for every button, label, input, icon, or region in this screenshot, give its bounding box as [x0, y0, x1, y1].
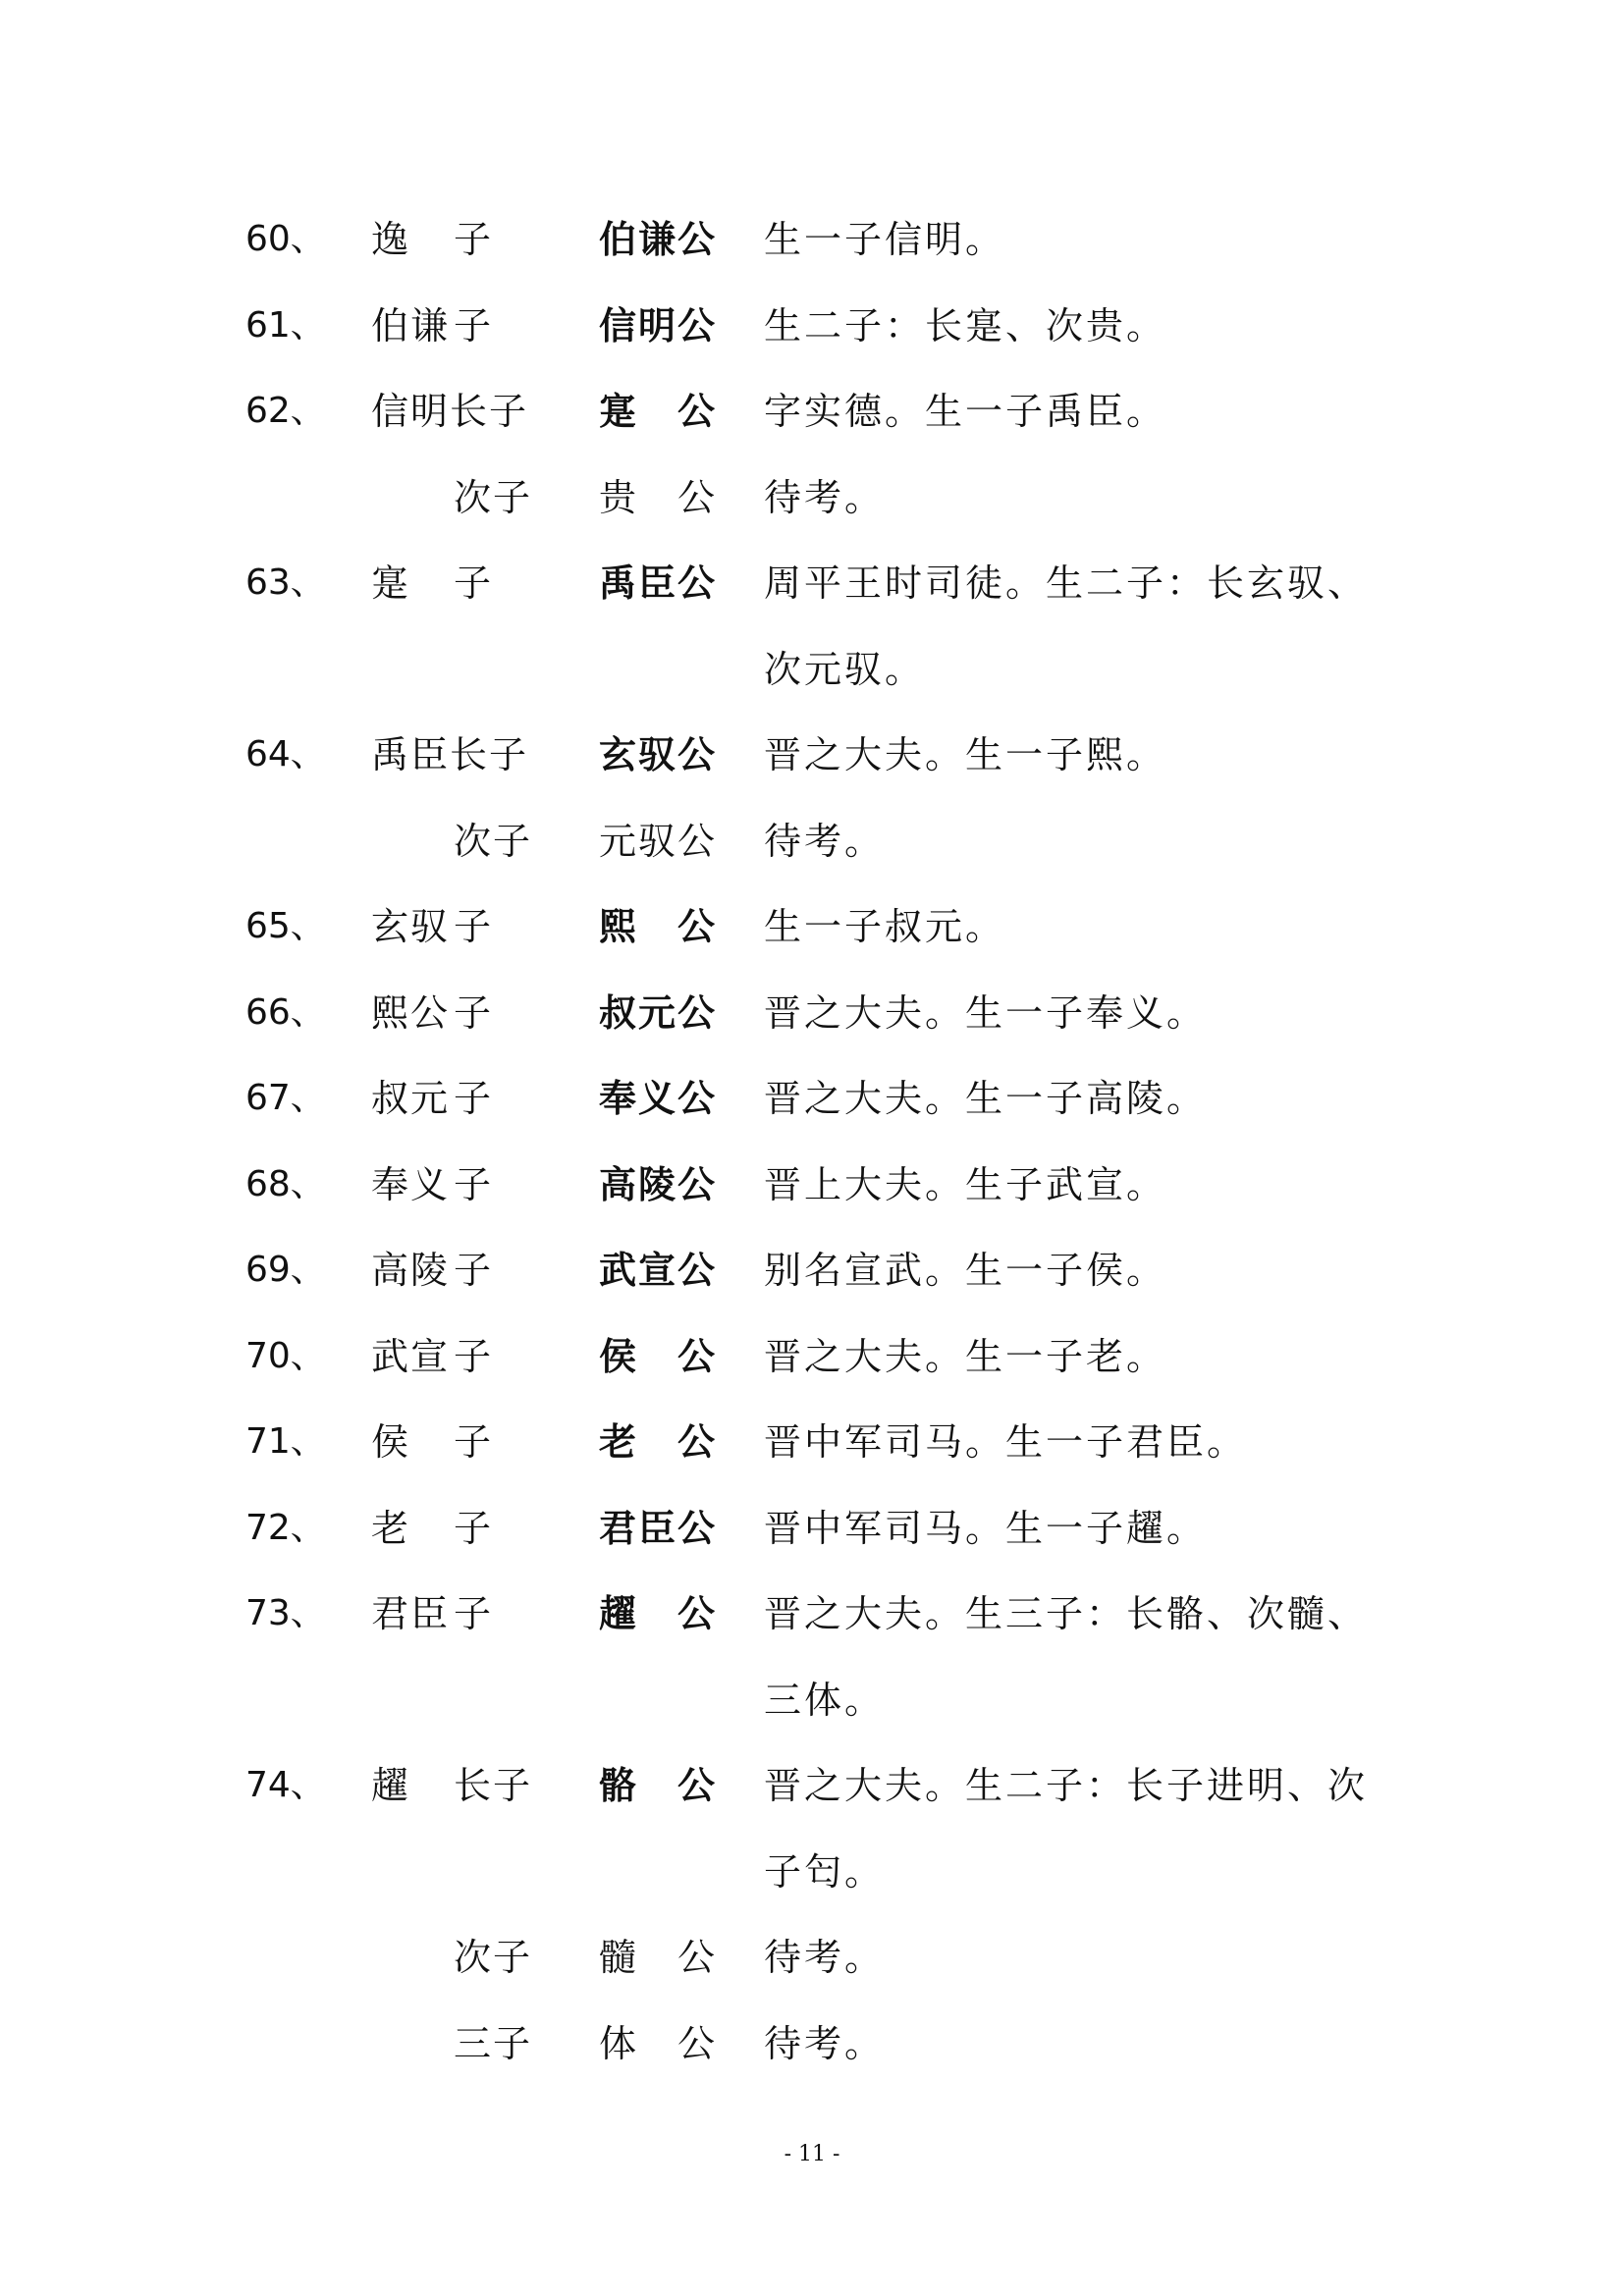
entry-parent: 君臣 [371, 1592, 451, 1635]
entry-number: 66、 [245, 991, 326, 1033]
entry-number: 70、 [245, 1335, 326, 1376]
entry-description: 待考。 [764, 1936, 886, 1979]
entry-relation: 子 [454, 1592, 494, 1635]
genealogy-line [0, 970, 1624, 1056]
entry-parent: 武宣 [371, 1334, 451, 1378]
entry-description: 晋上大夫。生子武宣。 [764, 1162, 1167, 1206]
entry-name: 信明公 [599, 302, 718, 347]
entry-parent: 奉义 [371, 1162, 451, 1206]
entry-name: 老 公 [599, 1419, 718, 1464]
entry-parent: 侯 [371, 1420, 411, 1464]
entry-relation: 子 [454, 303, 494, 347]
entry-relation: 次子 [454, 475, 533, 519]
entry-parent: 老 [371, 1506, 411, 1550]
genealogy-line [0, 626, 1624, 713]
entry-parent: 高陵 [371, 1249, 451, 1292]
genealogy-line [0, 1313, 1624, 1400]
entry-parent: 寔 [371, 561, 411, 605]
entry-name: 伯谦公 [599, 217, 718, 261]
entry-relation: 子 [454, 218, 494, 261]
genealogy-line [0, 540, 1624, 626]
entry-name: 骼 公 [599, 1763, 718, 1807]
entry-name: 玄驭公 [599, 732, 718, 776]
entry-number: 64、 [245, 734, 326, 774]
entry-number: 71、 [245, 1421, 326, 1462]
entry-name: 贵 公 [599, 475, 718, 519]
entry-parent: 熙公 [371, 990, 451, 1035]
entry-parent: 玄驭 [371, 905, 451, 948]
entry-name: 体 公 [599, 2021, 718, 2065]
entry-name: 侯 公 [599, 1333, 718, 1378]
entry-relation: 子 [454, 1334, 494, 1378]
entry-name: 寔 公 [599, 389, 718, 433]
entry-name: 武宣公 [599, 1248, 718, 1292]
genealogy-line [0, 454, 1624, 541]
genealogy-line [0, 196, 1624, 283]
genealogy-line [0, 798, 1624, 884]
entry-relation: 子 [454, 1420, 494, 1464]
genealogy-line [0, 712, 1624, 798]
entry-parent: 趯 [371, 1764, 411, 1807]
entry-name: 禹臣公 [599, 561, 718, 605]
entry-relation: 三子 [454, 2021, 533, 2065]
entry-description: 待考。 [764, 819, 886, 863]
entry-description: 子匄。 [764, 1849, 886, 1894]
entry-description: 晋之大夫。生一子奉义。 [764, 990, 1208, 1035]
entry-description: 晋之大夫。生三子：长骼、次髓、 [764, 1592, 1369, 1635]
entry-description: 晋之大夫。生一子老。 [764, 1334, 1167, 1378]
page-number: - 11 - [784, 2142, 840, 2166]
entry-description: 晋之大夫。生一子高陵。 [764, 1077, 1208, 1120]
entry-description: 晋之大夫。生二子：长子进明、次 [764, 1764, 1369, 1807]
entry-relation: 子 [454, 905, 494, 948]
genealogy-line [0, 1227, 1624, 1313]
genealogy-line [0, 1485, 1624, 1572]
entry-relation: 次子 [454, 819, 533, 863]
entry-description: 别名宣武。生一子侯。 [764, 1249, 1167, 1292]
genealogy-line [0, 1742, 1624, 1829]
entry-name: 熙 公 [599, 904, 718, 948]
entry-number: 68、 [245, 1163, 326, 1204]
entry-name: 髓 公 [599, 1936, 718, 1979]
entry-description: 晋中军司马。生一子趯。 [764, 1506, 1208, 1550]
genealogy-line [0, 1657, 1624, 1743]
entry-relation: 子 [454, 990, 494, 1035]
entry-description: 周平王时司徒。生二子：长玄驭、 [764, 561, 1369, 605]
entry-number: 74、 [245, 1765, 326, 1805]
entry-relation: 子 [454, 1506, 494, 1550]
entry-description: 三体。 [764, 1678, 886, 1722]
entry-relation: 子 [454, 1077, 494, 1120]
entry-number: 62、 [245, 391, 326, 431]
entry-relation: 子 [454, 1162, 494, 1206]
entry-name: 趯 公 [599, 1591, 718, 1635]
entry-description: 生一子信明。 [764, 218, 1006, 261]
genealogy-line [0, 1571, 1624, 1657]
genealogy-line [0, 1914, 1624, 2001]
entry-number: 63、 [245, 562, 326, 603]
genealogy-line [0, 283, 1624, 369]
entry-description: 晋之大夫。生一子熙。 [764, 733, 1167, 776]
entry-number: 72、 [245, 1507, 326, 1548]
genealogy-line [0, 1142, 1624, 1228]
entry-number: 67、 [245, 1078, 326, 1118]
genealogy-line [0, 2001, 1624, 2087]
entry-description: 待考。 [764, 2021, 886, 2065]
entry-number: 65、 [245, 906, 326, 946]
entry-description: 生一子叔元。 [764, 905, 1006, 948]
entry-number: 73、 [245, 1593, 326, 1633]
entry-relation: 次子 [454, 1936, 533, 1979]
entry-name: 元驭公 [599, 819, 718, 863]
entry-number: 61、 [245, 304, 326, 346]
genealogy-line [0, 1399, 1624, 1485]
entry-description: 次元驭。 [764, 647, 926, 691]
entry-name: 奉义公 [599, 1076, 718, 1120]
entry-parent: 信明长子 [371, 390, 529, 433]
entry-description: 字实德。生一子禹臣。 [764, 390, 1167, 433]
entry-relation: 子 [454, 1249, 494, 1292]
entry-name: 高陵公 [599, 1161, 718, 1206]
entry-parent: 逸 [371, 218, 411, 261]
entry-relation: 子 [454, 561, 494, 605]
genealogy-line [0, 883, 1624, 970]
genealogy-line [0, 1055, 1624, 1142]
genealogy-line [0, 1829, 1624, 1915]
entry-number: 69、 [245, 1250, 326, 1290]
entry-description: 晋中军司马。生一子君臣。 [764, 1420, 1248, 1464]
genealogy-line [0, 368, 1624, 454]
entry-description: 待考。 [764, 475, 886, 519]
entry-parent: 叔元 [371, 1077, 451, 1120]
entry-number: 60、 [245, 219, 326, 259]
entry-name: 君臣公 [599, 1505, 718, 1550]
entry-parent: 禹臣长子 [371, 733, 529, 776]
entry-parent: 伯谦 [371, 303, 451, 347]
entry-name: 叔元公 [599, 989, 718, 1035]
entry-relation: 长子 [454, 1764, 533, 1807]
entry-description: 生二子：长寔、次贵。 [764, 303, 1167, 347]
